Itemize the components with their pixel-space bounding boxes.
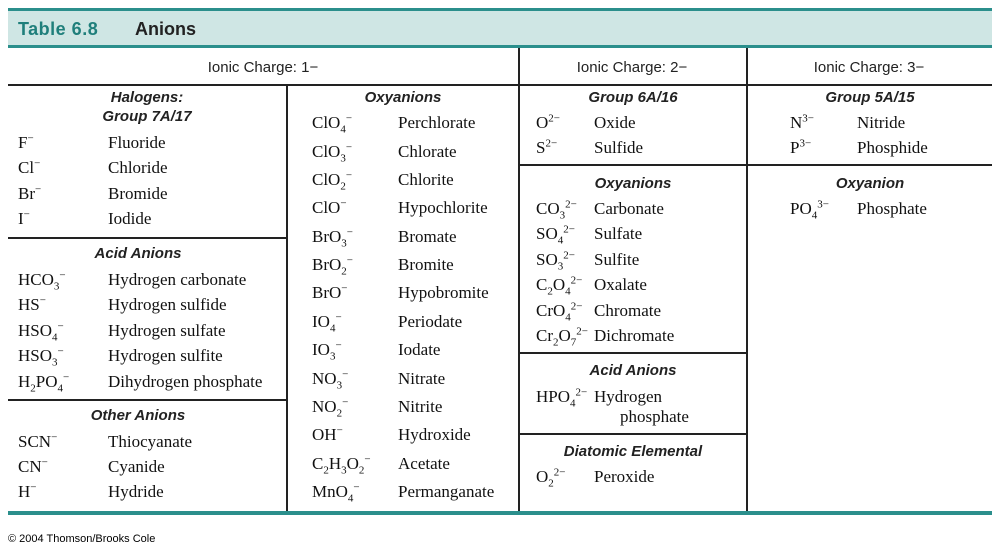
section-group6: Group 6A/16 (588, 89, 678, 106)
section-other-anions: Other Anions (90, 407, 186, 424)
formula-no3: $NO_3^-$ (312, 368, 349, 392)
divider-col1a-col1b (286, 84, 288, 511)
name-dichromate: Dichromate (594, 326, 675, 345)
formula-hso4: $HSO_4^-$ (18, 320, 64, 344)
header-charge-3: Ionic Charge: 3− (813, 59, 925, 76)
formula-mno4: MnO$_4$− (312, 481, 360, 505)
section-group5: Group 5A/15 (825, 89, 915, 106)
name-perchlorate: Perchlorate (398, 113, 476, 132)
name-bromate: Bromate (398, 227, 457, 246)
rule-acid-diatomic (518, 433, 746, 435)
name-iodide: Iodide (108, 209, 152, 228)
name-peroxide: Peroxide (594, 467, 655, 486)
section-diatomic: Diatomic Elemental (563, 443, 703, 460)
formula-fluoride: F− (18, 132, 34, 152)
name-chlorite: Chlorite (398, 170, 454, 189)
name-phosphate: Phosphate (857, 199, 927, 218)
rule-group5-oxyanion (746, 164, 992, 166)
section-oxyanion-3: Oxyanion (835, 175, 905, 192)
rule-oxy-acid (518, 352, 746, 354)
name-nitrite: Nitrite (398, 397, 443, 416)
formula-h: H− (18, 481, 37, 501)
name-chloride: Chloride (108, 158, 168, 177)
section-acid-anions: Acid Anions (94, 245, 182, 262)
formula-clo2: ClO$_2$− (312, 169, 353, 193)
formula-hso3: $HSO_3^-$ (18, 345, 64, 369)
name-hs: Hydrogen sulfide (108, 295, 227, 314)
name-hypochlorite: Hypochlorite (398, 198, 488, 217)
name-bromite: Bromite (398, 255, 454, 274)
section-oxyanions-2: Oxyanions (594, 175, 672, 192)
name-hso3: Hydrogen sulfite (108, 346, 223, 365)
formula-clo: ClO− (312, 197, 347, 217)
name-carbonate: Carbonate (594, 199, 664, 218)
rule-group6-oxy (518, 164, 746, 166)
name-nitride: Nitride (857, 113, 906, 132)
formula-po4: $PO_4^{3-}$ (790, 198, 829, 222)
formula-o2-peroxide: $O_2^{2-}$ (536, 466, 566, 490)
formula-c2o4: $C_2O_4^{2-}$ (536, 274, 583, 298)
formula-acetate: $C_2H_3O_2^-$ (312, 453, 371, 477)
name-chromate: Chromate (594, 301, 662, 320)
formula-n3: $N^{3-}$ (790, 112, 814, 132)
divider-c2-c3 (746, 48, 748, 511)
formula-io4: $IO_4^-$ (312, 311, 342, 335)
formula-h2po4: $H_2PO_4^-$ (18, 371, 70, 395)
name-acetate: Acetate (398, 454, 450, 473)
name-permanganate: Permanganate (398, 482, 495, 501)
formula-so4: $SO_4^{2-}$ (536, 223, 575, 247)
formula-clo4: ClO$_4$− (312, 112, 353, 136)
formula-scn: SCN− (18, 431, 58, 451)
name-sulfite: Sulfite (594, 250, 640, 269)
formula-io3: $IO_3^-$ (312, 339, 342, 363)
formula-hco3: $HCO_3^-$ (18, 269, 66, 293)
formula-cro4: CrO$_4^{2-}$ (536, 300, 583, 324)
name-hypobromite: Hypobromite (398, 283, 489, 302)
name-chlorate: Chlorate (398, 142, 457, 161)
rule-acid-other (8, 399, 286, 401)
formula-so3: $SO_3^{2-}$ (536, 249, 575, 273)
name-fluoride: Fluoride (108, 133, 166, 152)
name-h: Hydride (108, 482, 164, 501)
formula-bro: BrO− (312, 282, 348, 302)
section-acid-anions-2: Acid Anions (589, 362, 677, 379)
name-oxide: Oxide (594, 113, 636, 132)
name-bromide: Bromide (108, 184, 168, 203)
formula-o2: $O^{2-}$ (536, 112, 560, 132)
header-charge-2: Ionic Charge: 2− (576, 59, 688, 76)
section-halogens (8, 88, 286, 126)
formula-s2: $S^{2-}$ (536, 137, 558, 157)
table-title-bar (8, 8, 992, 48)
section-halogens-line1: Halogens: (110, 89, 184, 106)
name-oxalate: Oxalate (594, 275, 647, 294)
formula-iodide: I− (18, 208, 30, 228)
formula-oh: OH− (312, 424, 343, 444)
table-name: Anions (135, 19, 196, 39)
copyright: © 2004 Thomson/Brooks Cole (8, 533, 156, 545)
name-hydroxide: Hydroxide (398, 425, 471, 444)
formula-bro2: BrO$_2$− (312, 254, 353, 278)
section-oxyanions: Oxyanions (364, 89, 442, 106)
formula-hs: HS− (18, 294, 46, 314)
formula-co3: $CO_3^{2-}$ (536, 198, 577, 222)
name-hco3: Hydrogen carbonate (108, 270, 247, 289)
name-periodate: Periodate (398, 312, 463, 331)
formula-chloride: Cl− (18, 157, 41, 177)
formula-no2: $NO_2^-$ (312, 396, 349, 420)
name-hpo4-line1: Hydrogen (594, 387, 662, 406)
name-hso4: Hydrogen sulfate (108, 321, 226, 340)
name-h2po4: Dihydrogen phosphate (108, 372, 263, 391)
section-halogens-line2: Group 7A/17 (102, 108, 192, 125)
name-sulfide: Sulfide (594, 138, 644, 157)
formula-clo3: ClO$_3$− (312, 141, 353, 165)
formula-cr2o7: $Cr_2O_7^{2-}$ (536, 325, 588, 349)
formula-bromide: Br− (18, 183, 42, 203)
name-nitrate: Nitrate (398, 369, 446, 388)
bottom-rule (8, 511, 992, 515)
formula-bro3: BrO$_3$− (312, 226, 353, 250)
header-charge-1: Ionic Charge: 1− (207, 59, 319, 76)
name-iodate: Iodate (398, 340, 441, 359)
name-cn: Cyanide (108, 457, 165, 476)
header-rule (8, 84, 992, 86)
formula-hpo4: $HPO_4^{2-}$ (536, 386, 588, 410)
name-scn: Thiocyanate (108, 432, 193, 451)
name-sulfate: Sulfate (594, 224, 643, 243)
formula-cn: CN− (18, 456, 48, 476)
table-number: Table 6.8 (18, 19, 99, 39)
name-phosphide: Phosphide (857, 138, 928, 157)
name-hpo4-line2: phosphate (620, 407, 689, 426)
formula-p3: $P^{3-}$ (790, 137, 812, 157)
rule-halogens-acid (8, 237, 286, 239)
